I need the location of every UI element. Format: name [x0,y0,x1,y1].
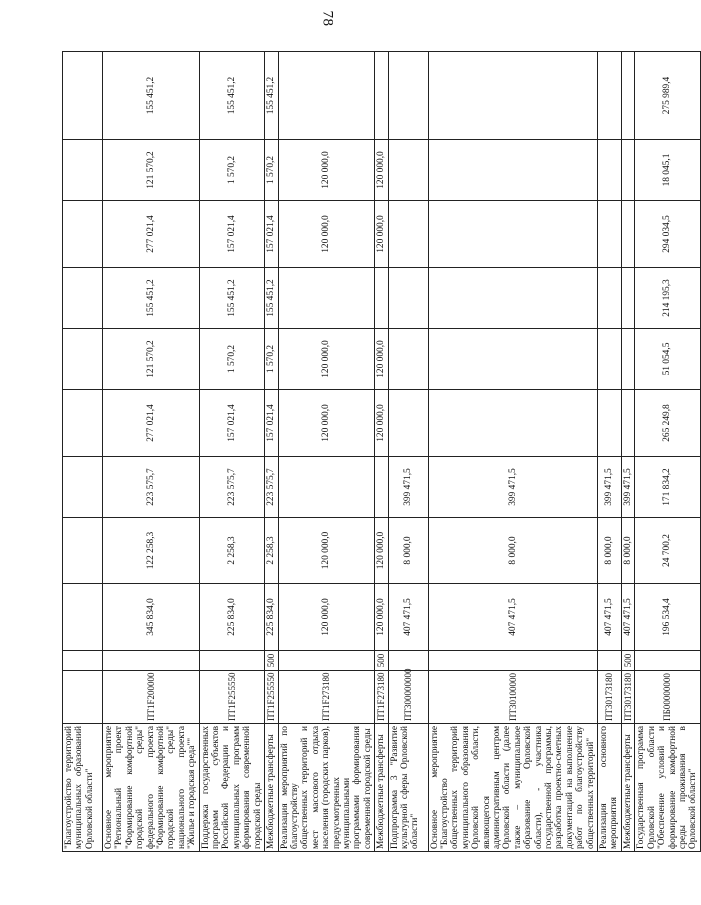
row-name-cell: "Благоустройство территорий муниципальных образований Орловской области" [63,724,103,852]
row-name-cell: Государственная программа Орловской области "Обеспечение условий и формирование комфортной среды проживания в Орловской области" [635,724,700,852]
row-vr-cell: 500 [265,651,278,671]
row-vr-cell [63,651,103,671]
row-name-cell: Межбюджетные трансферты [621,724,634,852]
table-row [598,52,622,852]
row-value-cell: 265 249,8 [635,390,700,457]
row-value-cell [278,268,375,329]
row-value-cell: 121 570,2 [103,329,200,390]
row-value-cell [621,390,634,457]
row-code-cell: ПТ30100000 [428,671,598,724]
row-value-cell [621,201,634,268]
row-name-cell: Основное мероприятие "Региональный проект "Формирование комфортной городской среды" федерального проекта "Формирование комфортной городской среды" национального проекта "Жилье и городская среда"" [103,724,200,852]
row-value-cell [375,52,388,140]
row-value-cell: 120 000,0 [375,201,388,268]
row-name-cell: Реализация основного мероприятия [598,724,622,852]
row-value-cell [428,329,598,390]
row-value-cell: 120 000,0 [375,584,388,651]
row-vr-cell [635,651,700,671]
row-name-cell: Основное мероприятие "Благоустройство общественных территорий муниципального образования Орловской области, являющегося административным центром Орловской области (далее также – муниципальное образование Орловской области), - участника государственной программы, разработка проектно-сметных документаций на выполнение работ по благоустройству общественных территорий" [428,724,598,852]
row-vr-cell [598,651,622,671]
row-value-cell: 1 570,2 [199,329,264,390]
row-value-cell [598,390,622,457]
row-value-cell [598,140,622,201]
row-value-cell [388,268,428,329]
row-value-cell [63,390,103,457]
row-value-cell [63,268,103,329]
row-name-cell: Межбюджетные трансферты [375,724,388,852]
row-value-cell [278,52,375,140]
row-value-cell [621,329,634,390]
row-value-cell: 18 045,1 [635,140,700,201]
row-value-cell: 294 034,5 [635,201,700,268]
row-value-cell [598,52,622,140]
row-value-cell: 120 000,0 [375,329,388,390]
table-row [63,52,103,852]
row-value-cell: 171 834,2 [635,457,700,518]
row-value-cell [428,390,598,457]
row-value-cell [388,329,428,390]
row-value-cell: 2 258,3 [199,518,264,584]
row-value-cell: 277 021,4 [103,201,200,268]
table-row [103,52,200,852]
row-value-cell: 120 000,0 [375,140,388,201]
row-value-cell: 399 471,5 [598,457,622,518]
table-row [635,52,700,852]
row-value-cell: 214 195,3 [635,268,700,329]
row-value-cell: 407 471,5 [428,584,598,651]
row-vr-cell [103,651,200,671]
row-vr-cell: 500 [375,651,388,671]
row-value-cell: 8 000,0 [428,518,598,584]
row-value-cell [621,52,634,140]
row-value-cell: 1 570,2 [199,140,264,201]
row-value-cell: 196 534,4 [635,584,700,651]
row-value-cell [598,268,622,329]
row-value-cell: 120 000,0 [278,201,375,268]
row-code-cell [63,671,103,724]
row-value-cell: 345 834,0 [103,584,200,651]
row-value-cell: 225 834,0 [199,584,264,651]
row-value-cell: 157 021,4 [265,390,278,457]
row-value-cell: 2 258,3 [265,518,278,584]
row-value-cell: 155 451,2 [265,268,278,329]
page-number: 78 [319,10,336,27]
row-value-cell: 155 451,2 [265,52,278,140]
row-vr-cell: 500 [621,651,634,671]
row-value-cell: 399 471,5 [621,457,634,518]
row-value-cell: 155 451,2 [103,52,200,140]
row-code-cell: ПТ30173180 [598,671,622,724]
row-value-cell [428,268,598,329]
row-value-cell: 275 989,4 [635,52,700,140]
row-value-cell: 120 000,0 [375,390,388,457]
row-value-cell: 8 000,0 [388,518,428,584]
row-value-cell: 407 471,5 [388,584,428,651]
row-name-cell: Поддержка государственных программ субъектов Российской Федерации и муниципальных программ формирования современной городской среды [199,724,264,852]
table-body [63,52,701,852]
row-value-cell: 155 451,2 [199,52,264,140]
rotated-table-wrapper [62,52,699,852]
budget-table [62,51,701,852]
row-value-cell: 155 451,2 [103,268,200,329]
row-value-cell [388,52,428,140]
row-code-cell: ПТ1F255550 [199,671,264,724]
row-value-cell: 225 834,0 [265,584,278,651]
table-row [375,52,388,852]
row-name-cell: Реализация мероприятий по благоустройству общественных территорий и мест массового отдыха населения (городских парков), предусмотренных муниципальными программами формирования современной городской среды [278,724,375,852]
table-row [388,52,428,852]
row-code-cell: ПТ1F200000 [103,671,200,724]
row-value-cell [428,52,598,140]
row-value-cell [63,52,103,140]
row-value-cell [63,140,103,201]
row-value-cell: 407 471,5 [621,584,634,651]
row-vr-cell [428,651,598,671]
row-vr-cell [199,651,264,671]
row-value-cell [63,329,103,390]
row-code-cell: ПБ00000000 [635,671,700,724]
row-value-cell: 407 471,5 [598,584,622,651]
row-code-cell: ПТ300000000 [388,671,428,724]
row-value-cell: 120 000,0 [278,584,375,651]
row-value-cell [63,584,103,651]
row-value-cell [598,329,622,390]
row-value-cell [621,140,634,201]
row-value-cell: 223 575,7 [103,457,200,518]
row-value-cell: 121 570,2 [103,140,200,201]
row-value-cell [598,201,622,268]
row-value-cell [388,201,428,268]
row-value-cell: 24 700,2 [635,518,700,584]
row-value-cell: 155 451,2 [199,268,264,329]
row-value-cell: 1 570,2 [265,329,278,390]
row-name-cell: Подпрограмма 3 "Развитие культурной сферы Орловской области" [388,724,428,852]
row-value-cell [388,140,428,201]
row-value-cell: 8 000,0 [621,518,634,584]
table-row [199,52,264,852]
table-row [278,52,375,852]
row-value-cell: 157 021,4 [199,390,264,457]
row-value-cell: 157 021,4 [199,201,264,268]
row-value-cell: 223 575,7 [265,457,278,518]
row-code-cell: ПТ1F255550 [265,671,278,724]
row-code-cell: ПТ1F273180 [278,671,375,724]
row-value-cell [428,140,598,201]
row-value-cell [63,201,103,268]
row-value-cell: 120 000,0 [278,140,375,201]
row-value-cell: 399 471,5 [428,457,598,518]
row-value-cell: 122 258,3 [103,518,200,584]
row-value-cell: 51 054,5 [635,329,700,390]
row-value-cell: 1 570,2 [265,140,278,201]
table-row [265,52,278,852]
table-row [621,52,634,852]
row-value-cell: 8 000,0 [598,518,622,584]
row-value-cell [278,457,375,518]
row-value-cell: 120 000,0 [375,518,388,584]
row-value-cell [375,268,388,329]
row-value-cell: 120 000,0 [278,518,375,584]
row-value-cell [375,457,388,518]
row-value-cell [621,268,634,329]
row-value-cell [63,457,103,518]
row-value-cell: 120 000,0 [278,329,375,390]
row-value-cell: 223 575,7 [199,457,264,518]
row-value-cell: 399 471,5 [388,457,428,518]
row-code-cell: ПТ30173180 [621,671,634,724]
row-value-cell [428,201,598,268]
row-vr-cell [278,651,375,671]
table-row [428,52,598,852]
row-name-cell: Межбюджетные трансферты [265,724,278,852]
row-value-cell [388,390,428,457]
row-value-cell: 157 021,4 [265,201,278,268]
row-value-cell: 277 021,4 [103,390,200,457]
row-value-cell: 120 000,0 [278,390,375,457]
row-code-cell: ПТ1F273180 [375,671,388,724]
row-value-cell [63,518,103,584]
